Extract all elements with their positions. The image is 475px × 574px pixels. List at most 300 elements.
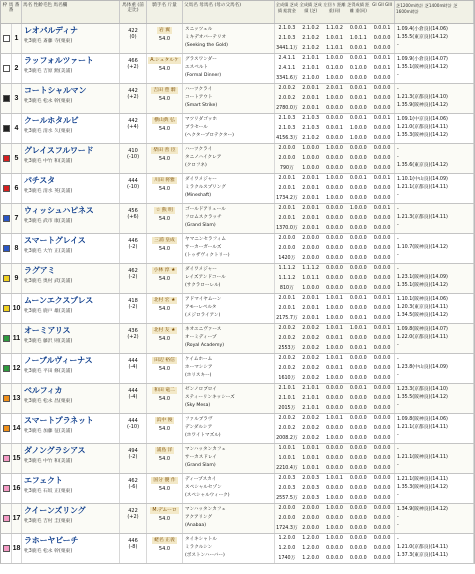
records-cell xyxy=(395,534,474,563)
dam-name[interactable]: スティーリンキッシーズ xyxy=(185,395,235,400)
record-1600: - xyxy=(397,463,399,468)
stat-cell: 0.0.0.0 xyxy=(349,425,367,431)
pedigree-cell xyxy=(183,474,275,503)
sire-name[interactable]: マツリダゴッホ xyxy=(185,117,217,122)
header-name: 馬名 性齢毛色 馬名欄 xyxy=(22,1,120,23)
waku-cell xyxy=(1,84,12,113)
stat-cell: 0.0.0.0 xyxy=(349,155,367,161)
waku-cell xyxy=(1,234,12,263)
stat-cell: 0.0.0.0 xyxy=(326,225,343,231)
header-stat: 全成績 芝成績 総賞金 xyxy=(275,2,299,13)
damsire-name: (Royal Academy) xyxy=(185,343,224,348)
stat-cell: 0.0.0.0 xyxy=(349,245,367,251)
stat-cell: 0.0.0.0 xyxy=(349,335,367,341)
horse-name-link[interactable]: ダノングラシアス xyxy=(24,446,86,455)
stat-cell: 1420万 xyxy=(278,255,296,261)
stat-cell: 0.0.0.1 xyxy=(373,206,391,212)
waku-color-box xyxy=(3,215,10,222)
waku-color-box xyxy=(3,245,10,252)
stat-cell: 0.0.0.0 xyxy=(326,555,343,561)
horse-name-link[interactable]: ラホーヤビーチ xyxy=(24,536,79,545)
stat-cell: 0.0.0.0 xyxy=(373,386,391,392)
damsire-name: (ホワイトマズル) xyxy=(185,433,221,438)
weight-cell xyxy=(120,324,147,353)
sire-name[interactable]: マンハッタンカフェ xyxy=(185,447,226,452)
stat-cell: 0.0.0.0 xyxy=(349,485,367,491)
table-row[interactable] xyxy=(0,534,475,564)
sire-name[interactable]: タイキシャトル xyxy=(185,537,217,542)
stat-cell: 2.0.0.1 xyxy=(302,225,320,231)
record-1600: - xyxy=(397,433,399,438)
sire-name[interactable]: ダイワメジャー xyxy=(185,177,217,182)
stat-cell: 2.0.0.1 xyxy=(278,305,296,311)
sire-name[interactable]: ゴールドアリュール xyxy=(185,207,226,212)
sire-name[interactable]: アドマイヤムーン xyxy=(185,297,222,302)
stat-cell: 0.0.0.0 xyxy=(349,215,367,221)
stat-cell: 0.0.0.0 xyxy=(349,495,367,501)
dam-name[interactable]: タニノハイクレア xyxy=(185,155,222,160)
horse-meta: 牝3鹿毛 清水 英(美浦) xyxy=(24,188,73,194)
sire-name[interactable]: ケイムホーム xyxy=(185,357,213,362)
stat-cell: 1.0.0.1 xyxy=(326,356,343,362)
stat-cell: 1.2.0.0 xyxy=(302,545,320,551)
jockey-cell xyxy=(147,204,183,233)
stat-cell: 0.0.0.1 xyxy=(326,365,343,371)
stat-cell: 0.0.0.0 xyxy=(373,236,391,242)
horse-meta: 牝3鹿毛 中竹 和(美浦) xyxy=(24,158,73,164)
stat-cell: 0.0.0.0 xyxy=(349,185,367,191)
jockey-name[interactable]: 浦島 洋 xyxy=(156,448,173,453)
stat-cell: 0.0.0.1 xyxy=(349,315,367,321)
dam-name[interactable]: ミラクルスプリング xyxy=(185,185,226,190)
dam-name[interactable]: デンダルシア xyxy=(185,425,213,430)
dam-name[interactable]: コートアウト xyxy=(185,95,213,100)
jockey-cell xyxy=(147,444,183,473)
jockey-name[interactable]: 横山典 弘 xyxy=(154,118,175,123)
record-1200: - xyxy=(397,537,399,542)
sire-name[interactable]: スニッツェル xyxy=(185,27,213,32)
jockey-name[interactable]: 川田 将雅 xyxy=(154,178,175,183)
stat-cell: 2.0.0.2 xyxy=(302,365,320,371)
horse-meta: 牝3鹿毛 松永 幹(栗東) xyxy=(24,548,73,554)
horse-number: 14 xyxy=(12,414,22,443)
table-row[interactable] xyxy=(0,54,475,84)
stat-cell: 3441.1万 xyxy=(276,45,298,51)
horse-name-link[interactable]: ベルフィカ xyxy=(24,386,63,395)
body-weight: 436 xyxy=(128,328,138,334)
horse-name-link[interactable]: スマートグレイス xyxy=(24,236,86,245)
table-row[interactable] xyxy=(0,324,475,354)
stat-cell: 2.0.0.1 xyxy=(302,86,320,92)
damsire-name: (サクラローレル) xyxy=(185,283,221,288)
weight-cell xyxy=(120,504,147,533)
horse-name-link[interactable]: クイーンズリング xyxy=(24,506,86,515)
dam-name[interactable]: サーカスドレイ xyxy=(185,455,217,460)
stat-cell: 2.0.0.0 xyxy=(302,245,320,251)
stat-cell: 1370.0万 xyxy=(276,225,298,231)
table-row[interactable] xyxy=(0,354,475,384)
stat-cell: 0.0.0.0 xyxy=(373,416,391,422)
stat-cell: 2.0.0.3 xyxy=(302,476,320,482)
pedigree-cell xyxy=(183,354,275,383)
stat-cell: 2.0.0.1 xyxy=(302,105,320,111)
table-row[interactable] xyxy=(0,444,475,474)
jockey-name[interactable]: 三浦 皇成 xyxy=(154,238,175,243)
table-row[interactable] xyxy=(0,84,475,114)
header-jockey: 騎手名 斤量 xyxy=(147,1,183,23)
stat-cell: 0.0.0.0 xyxy=(373,525,391,531)
sire-name[interactable]: マンハッタンカフェ xyxy=(185,507,226,512)
stat-cell: 2780.0万 xyxy=(276,105,298,111)
horse-name-link[interactable]: エフェクト xyxy=(24,476,63,485)
record-1400: - xyxy=(397,515,399,520)
stat-cell: 1.0.0.0 xyxy=(326,345,343,351)
table-row[interactable] xyxy=(0,384,475,414)
weight-diff: (-10) xyxy=(126,423,140,430)
record-1600: 1.34.5(阪神良)(14.12) xyxy=(397,313,448,318)
horse-name-link[interactable]: レオパルディナ xyxy=(24,26,78,35)
jockey-name[interactable]: ☆ 熊 明 xyxy=(156,208,173,213)
record-1600: - xyxy=(397,343,399,348)
pedigree-cell xyxy=(183,174,275,203)
horse-name-link[interactable]: ラグアミ xyxy=(24,266,56,275)
jockey-weight: 54.0 xyxy=(158,336,171,343)
sire-name[interactable]: ファルブラヴ xyxy=(185,417,213,422)
body-weight: 422 xyxy=(128,28,138,34)
stat-cell: 0.0.0.0 xyxy=(373,555,391,561)
stat-cell: 4156.3万 xyxy=(276,135,298,141)
stat-cell: 2.0.0.2 xyxy=(278,326,296,332)
horse-number: 10 xyxy=(12,294,22,323)
horse-name-link[interactable]: オーミアリス xyxy=(24,326,71,335)
jockey-name[interactable]: A.シュタルケ xyxy=(150,58,179,63)
stat-cell: 2.1.0.2 xyxy=(302,26,320,32)
stats-grid xyxy=(275,114,395,143)
table-row[interactable] xyxy=(0,294,475,324)
body-weight: 442 xyxy=(128,88,138,94)
table-row[interactable] xyxy=(0,144,475,174)
sire-name[interactable]: ディープスカイ xyxy=(185,477,217,482)
stats-grid xyxy=(275,234,395,263)
records-cell xyxy=(395,54,474,83)
stat-cell: 0.0.0.1 xyxy=(349,86,367,92)
jockey-name[interactable]: 北村 友 ★ xyxy=(153,328,176,333)
horse-name-link[interactable]: クールホタルビ xyxy=(24,116,79,125)
body-weight: 442 xyxy=(128,118,138,124)
dam-name[interactable]: フロムスクラッチ xyxy=(185,215,222,220)
dam-name[interactable]: スペシャルセゾン xyxy=(185,485,222,490)
horse-name-cell xyxy=(22,294,120,323)
record-1200: 1.09.8(阪神良)(14.06) xyxy=(397,417,448,422)
stat-cell: 0.0.0.0 xyxy=(373,395,391,401)
jockey-weight: 54.0 xyxy=(158,516,171,523)
pedigree-cell xyxy=(183,384,275,413)
table-row[interactable] xyxy=(0,504,475,534)
dam-name[interactable]: アクアリング xyxy=(185,515,213,520)
stat-cell: 0.0.0.1 xyxy=(326,125,343,131)
stat-cell: 0.0.0.0 xyxy=(326,255,343,261)
records-cell xyxy=(395,324,474,353)
jockey-name[interactable]: 和田 竜二 xyxy=(154,388,175,393)
stat-cell: 0.0.0.0 xyxy=(373,446,391,452)
pedigree-cell xyxy=(183,444,275,473)
stat-cell: 2.0.0.0 xyxy=(278,146,296,152)
dam-name[interactable]: ブラセール xyxy=(185,125,208,130)
body-weight: 446 xyxy=(128,238,138,244)
stats-grid xyxy=(275,354,395,383)
stat-cell: 0.0.0.1 xyxy=(373,176,391,182)
jockey-weight: 54.0 xyxy=(158,276,171,283)
jockey-name[interactable]: 田辺 裕信 xyxy=(154,358,175,363)
weight-diff: (-8) xyxy=(128,543,138,550)
horse-name-link[interactable]: ノーブルヴィーナス xyxy=(24,356,93,365)
sire-name[interactable]: ゼンノロブロイ xyxy=(185,387,217,392)
stat-cell: 0.0.0.0 xyxy=(326,425,343,431)
stat-cell: 0.0.0.0 xyxy=(349,356,367,362)
dam-name[interactable]: ミラクルシン xyxy=(185,545,213,550)
stats-grid xyxy=(275,414,395,443)
jockey-weight: 54.0 xyxy=(158,186,171,193)
jockey-cell xyxy=(147,474,183,503)
horse-number: 6 xyxy=(12,174,22,203)
body-weight: 422 xyxy=(128,508,138,514)
header-stat: 全成績 芝成績 (芝) xyxy=(299,2,322,13)
record-1200: 1.34.9(阪神良)(14.12) xyxy=(397,507,448,512)
horse-name-link[interactable]: コートシャルマン xyxy=(24,86,87,95)
stat-cell: 1.0.0.0 xyxy=(326,176,343,182)
stat-cell: 3341.6万 xyxy=(276,75,298,81)
stat-cell: 2.0.0.2 xyxy=(302,356,320,362)
stat-cell: 1.0.0.1 xyxy=(278,455,296,461)
record-1600: - xyxy=(397,403,399,408)
stat-cell: 2.1.0.3 xyxy=(302,116,320,122)
pedigree-cell xyxy=(183,534,275,563)
stat-cell: 0.0.0.0 xyxy=(373,285,391,291)
jockey-name[interactable]: 北村 宏 ★ xyxy=(153,298,176,303)
stat-cell: 0.0.0.0 xyxy=(349,146,367,152)
stat-cell: 2.0.0.0 xyxy=(278,236,296,242)
jockey-name[interactable]: M.デムーロ xyxy=(152,508,177,513)
record-1400: 1.22.0(京都良)(14.11) xyxy=(397,335,448,340)
stat-cell: 1.1.1.2 xyxy=(302,266,320,272)
jockey-name[interactable]: 国分 優 作 xyxy=(153,478,176,483)
record-1400: 1.20.3(東京良)(14.11) xyxy=(397,305,448,310)
stat-cell: 1610万 xyxy=(278,375,296,381)
header-stats xyxy=(275,1,395,23)
stat-cell: 0.0.0.0 xyxy=(373,335,391,341)
stat-cell: 0.0.0.0 xyxy=(326,515,343,521)
stat-cell: 0.0.0.0 xyxy=(349,375,367,381)
stat-cell: 2.0.0.2 xyxy=(302,345,320,351)
stat-cell: 2.0.0.2 xyxy=(278,416,296,422)
dam-name[interactable]: アモーレペルタ xyxy=(185,305,217,310)
stat-cell: 2.0.0.1 xyxy=(278,206,296,212)
pedigree-cell xyxy=(183,264,275,293)
dam-name[interactable]: オーミディープ xyxy=(185,335,217,340)
jockey-name[interactable]: 蛯名 正義 xyxy=(154,538,175,543)
record-1400: - xyxy=(397,155,399,160)
horse-name-link[interactable]: スマートプラネット xyxy=(24,416,94,425)
stat-cell: 0.0.0.0 xyxy=(326,236,343,242)
weight-diff: (0) xyxy=(129,33,137,40)
stat-cell: 0.0.0.0 xyxy=(349,225,367,231)
stat-cell: 0.0.0.0 xyxy=(326,245,343,251)
jockey-name[interactable]: 吉田 豊 騎 xyxy=(153,88,176,93)
stat-cell: 0.0.0.0 xyxy=(349,435,367,441)
jockey-name[interactable]: 小林 淳 ★ xyxy=(153,268,176,273)
table-row[interactable] xyxy=(0,414,475,444)
stat-cell: 1.2.0.0 xyxy=(302,536,320,542)
jockey-name[interactable]: 柴田 善 臣 xyxy=(153,148,176,153)
horse-name-cell xyxy=(22,24,120,53)
stat-cell: 1.0.0.1 xyxy=(302,455,320,461)
stat-cell: 0.0.0.0 xyxy=(349,545,367,551)
weight-diff: (+2) xyxy=(127,63,139,70)
stat-cell: 1.0.0.1 xyxy=(302,465,320,471)
horse-name-link[interactable]: ウィッシュハピネス xyxy=(24,206,94,215)
jockey-name[interactable]: 浜中 俊 xyxy=(156,418,173,423)
stat-cell: 2.0.0.2 xyxy=(278,365,296,371)
stat-cell: 2.0.0.1 xyxy=(302,185,320,191)
stat-cell: 1724.3万 xyxy=(276,525,298,531)
stat-cell: 1.2.0.0 xyxy=(278,536,296,542)
horse-name-link[interactable]: ラッフォルツァート xyxy=(24,56,94,65)
waku-cell xyxy=(1,444,12,473)
stat-cell: 0.0.0.0 xyxy=(373,485,391,491)
stat-cell: 0.0.0.0 xyxy=(373,146,391,152)
stats-grid xyxy=(275,294,395,323)
dam-name[interactable]: ホーマシシア xyxy=(185,365,213,370)
waku-color-box xyxy=(3,155,10,162)
stat-cell: 1.0.0.0 xyxy=(302,155,320,161)
stat-cell: 0.0.0.0 xyxy=(373,75,391,81)
record-1400: 1.35.1(阪神良)(14.12) xyxy=(397,65,448,70)
sire-name[interactable]: ネオユニヴァース xyxy=(185,327,222,332)
stat-cell: 2.1.0.1 xyxy=(302,56,320,62)
table-row[interactable] xyxy=(0,114,475,144)
table-row[interactable] xyxy=(0,24,475,54)
table-row[interactable] xyxy=(0,204,475,234)
stats-grid xyxy=(275,444,395,473)
stat-cell: 2.0.0.0 xyxy=(302,236,320,242)
stat-cell: 0.0.0.0 xyxy=(326,455,343,461)
stat-cell: 0.0.0.0 xyxy=(373,255,391,261)
stat-cell: 2.0.0.0 xyxy=(278,515,296,521)
records-cell xyxy=(395,114,474,143)
dam-name[interactable]: ミキデオバーテリオ xyxy=(185,35,227,40)
horse-number: 8 xyxy=(12,234,22,263)
weight-cell xyxy=(120,444,147,473)
horse-name-cell xyxy=(22,504,120,533)
stat-cell: 1740万 xyxy=(278,555,296,561)
stat-cell: 0.0.0.0 xyxy=(326,465,343,471)
body-weight: 410 xyxy=(128,148,138,154)
record-1600: - xyxy=(397,73,399,78)
weight-cell xyxy=(120,234,147,263)
stat-cell: 0.0.0.0 xyxy=(373,365,391,371)
stat-cell: 1.0.0.1 xyxy=(326,416,343,422)
waku-cell xyxy=(1,174,12,203)
horse-meta: 牝3鹿毛 松永 昌(栗東) xyxy=(24,398,73,404)
stat-cell: 2553万 xyxy=(278,345,296,351)
waku-cell xyxy=(1,414,12,443)
dam-name[interactable]: レイズアンドコール xyxy=(185,275,226,280)
horse-name-cell xyxy=(22,354,120,383)
stat-cell: 1.1.0.2 xyxy=(326,26,343,32)
stat-cell: 0.0.0.0 xyxy=(373,275,391,281)
sire-name[interactable]: ヤマニンセラフィム xyxy=(185,237,226,242)
stat-cell: 0.0.0.1 xyxy=(373,65,391,71)
sire-name[interactable]: グラスワンダー xyxy=(185,57,217,62)
weight-diff: (+4) xyxy=(127,123,139,130)
record-1600: 1.37.3(東京良)(14.11) xyxy=(397,553,448,558)
stat-cell: 0.0.0.1 xyxy=(373,326,391,332)
table-row[interactable] xyxy=(0,234,475,264)
record-1400: 1.35.5(東京良)(14.12) xyxy=(397,35,448,40)
records-cell xyxy=(395,294,474,323)
horse-name-link[interactable]: グレイスフルワード xyxy=(24,146,94,155)
stat-cell: 2.1.0.2 xyxy=(302,35,320,41)
stat-cell: 2.0.0.1 xyxy=(302,206,320,212)
sire-name[interactable]: ハーツクライ xyxy=(185,147,213,152)
dam-name[interactable]: エスペルト xyxy=(185,65,208,70)
table-row[interactable] xyxy=(0,174,475,204)
body-weight: 444 xyxy=(128,388,138,394)
horse-number: 2 xyxy=(12,54,22,83)
stat-cell: 0.0.0.0 xyxy=(349,476,367,482)
sire-name[interactable]: ダイワメジャー xyxy=(185,267,217,272)
stat-cell: 2.1.0.0 xyxy=(302,75,320,81)
stat-cell: 2008.2万 xyxy=(276,435,298,441)
stat-cell: 2.1.0.3 xyxy=(302,125,320,131)
records-cell xyxy=(395,474,474,503)
stats-grid xyxy=(275,24,395,53)
record-1400: 1.35.3(阪神良)(14.12) xyxy=(397,485,448,490)
stat-cell: 0.0.0.0 xyxy=(349,506,367,512)
dam-name[interactable]: サーカーガールズ xyxy=(185,245,222,250)
stat-cell: 0.0.0.0 xyxy=(373,155,391,161)
horse-name-link[interactable]: パチスタ xyxy=(24,176,55,185)
stat-cell: 2.1.0.1 xyxy=(278,386,296,392)
stat-cell: 0.0.0.0 xyxy=(349,405,367,411)
waku-color-box xyxy=(3,275,10,282)
stat-cell: 2557.5万 xyxy=(276,495,298,501)
table-row[interactable] xyxy=(0,264,475,294)
stat-cell: 0.0.0.0 xyxy=(349,536,367,542)
weight-diff: (-10) xyxy=(126,153,140,160)
horse-name-link[interactable]: ムーンエクスプレス xyxy=(24,296,93,305)
stat-cell: 0.0.0.0 xyxy=(326,185,343,191)
sire-name[interactable]: ハーツクライ xyxy=(185,87,213,92)
pedigree-cell xyxy=(183,414,275,443)
waku-color-box xyxy=(3,335,10,342)
header-records: 芝1200m時計 芝1400m時計 芝1600m時計 xyxy=(395,1,474,23)
record-1400: 1.10.7(阪神良)(14.12) xyxy=(397,245,448,250)
record-1600: 1.35.6(東京良)(14.12) xyxy=(397,163,448,168)
record-1200: - xyxy=(397,447,399,452)
stat-cell: 1.1.1.2 xyxy=(278,275,296,281)
stat-cell: 1.0.0.0 xyxy=(349,135,367,141)
stat-cell: 2.0.0.2 xyxy=(302,326,320,332)
jockey-name[interactable]: 岩 翼 xyxy=(158,28,171,33)
stat-cell: 0.0.0.0 xyxy=(349,365,367,371)
table-row[interactable] xyxy=(0,474,475,504)
damsire-name: (ヘクタープロテクター) xyxy=(185,133,234,138)
pedigree-cell xyxy=(183,234,275,263)
stat-cell: 0.0.0.0 xyxy=(349,266,367,272)
stat-cell: 0.0.0.0 xyxy=(326,485,343,491)
horse-meta: 牝3鹿毛 吉村 圭(栗東) xyxy=(24,518,73,524)
